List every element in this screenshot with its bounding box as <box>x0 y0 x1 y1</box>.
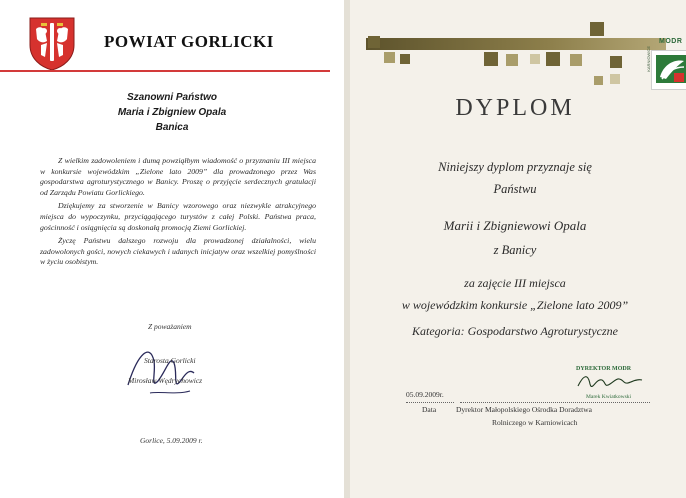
decor-square <box>546 52 560 66</box>
modr-logo <box>651 50 686 90</box>
place-date: Gorlice, 5.09.2009 r. <box>140 436 203 445</box>
decor-square <box>610 56 622 68</box>
decor-square <box>384 52 395 63</box>
decor-square <box>506 54 518 66</box>
decor-square <box>590 22 604 36</box>
letter-closing: Z poważaniem <box>148 322 192 331</box>
diploma-line: w wojewódzkim konkursie „Zielone lato 2009” <box>401 298 629 312</box>
decor-square <box>610 74 620 84</box>
diploma-title: DYPLOM <box>455 95 575 121</box>
modr-logo-subtext: KARNIOWICE <box>646 46 651 72</box>
diploma-category: Kategoria: Gospodarstwo Agroturystyczne <box>412 324 618 338</box>
diploma-line: z Banicy <box>493 243 537 257</box>
decorative-band <box>366 38 666 50</box>
letter-paragraph: Z wielkim zadowoleniem i dumą powziąłbym wiadomość o przyznaniu III miejsca w konkursie wojewódzkim „Zielone lato 2009” dla prowadzonego przez Was gospodarstwa agroturystycznego w Banicy. Proszę o przyjęcie serdecznych gratulacji od Zarządu Powiatu Gorlickiego. <box>40 156 316 197</box>
diploma-date: 05.09.2009r. <box>406 390 444 399</box>
letter-header-title: POWIAT GORLICKI <box>104 32 274 51</box>
decor-square <box>570 54 582 66</box>
addressee-greeting: Szanowni Państwo <box>126 92 217 103</box>
letter-paragraph: Życzę Państwu dalszego rozwoju dla prowadzonej działalności, wielu zadowolonych gości, nowych ciekawych i udanych inicjatyw oraz wszelkiej pomyślności w życiu osobistym. <box>40 236 316 267</box>
handwritten-signature <box>120 333 203 403</box>
decor-square <box>368 36 380 48</box>
header-divider <box>0 70 330 72</box>
diploma-line: Państwu <box>493 182 537 196</box>
director-stamp-title: DYREKTOR MODR <box>576 366 632 372</box>
director-institution: Rolniczego w Karniowicach <box>492 418 578 427</box>
director-stamp-name: Marek Kwiatkowski <box>586 394 632 400</box>
decor-square <box>530 54 540 64</box>
addressee-place: Banica <box>155 122 189 133</box>
director-signature <box>576 370 646 394</box>
diploma-recipients: Marii i Zbigniewowi Opala <box>443 218 587 233</box>
decor-square <box>400 54 410 64</box>
decor-square <box>594 76 603 85</box>
letter-paragraph: Dziękujemy za stworzenie w Banicy wzorowego oraz niezwykle atrakcyjnego miejsca do wypoczynku, przyciągającego turystów z całej Polski. Państwa praca, gościnność i osiągnięcia są doskonałą promocją Ziemi Gorlickiej. <box>40 201 316 232</box>
county-crest-icon <box>27 15 77 71</box>
signer-title: Starosta Gorlicki <box>144 356 196 365</box>
date-label: Data <box>422 405 437 414</box>
date-line <box>406 402 454 403</box>
signature-line <box>460 402 650 403</box>
modr-logo-text: MODR <box>659 38 683 45</box>
diploma-line: Niniejszy dyplom przyznaje się <box>438 160 592 174</box>
signer-name: Mirosław Wędrychowicz <box>128 376 203 385</box>
diploma-line: za zajęcie III miejsca <box>464 276 566 290</box>
modr-leaf-icon <box>652 51 686 87</box>
decor-square <box>484 52 498 66</box>
award-diploma <box>344 0 686 498</box>
letter-body <box>40 156 316 271</box>
addressee-names: Maria i Zbigniew Opala <box>117 107 227 118</box>
director-title: Dyrektor Małopolskiego Ośrodka Doradztwa <box>456 405 593 414</box>
